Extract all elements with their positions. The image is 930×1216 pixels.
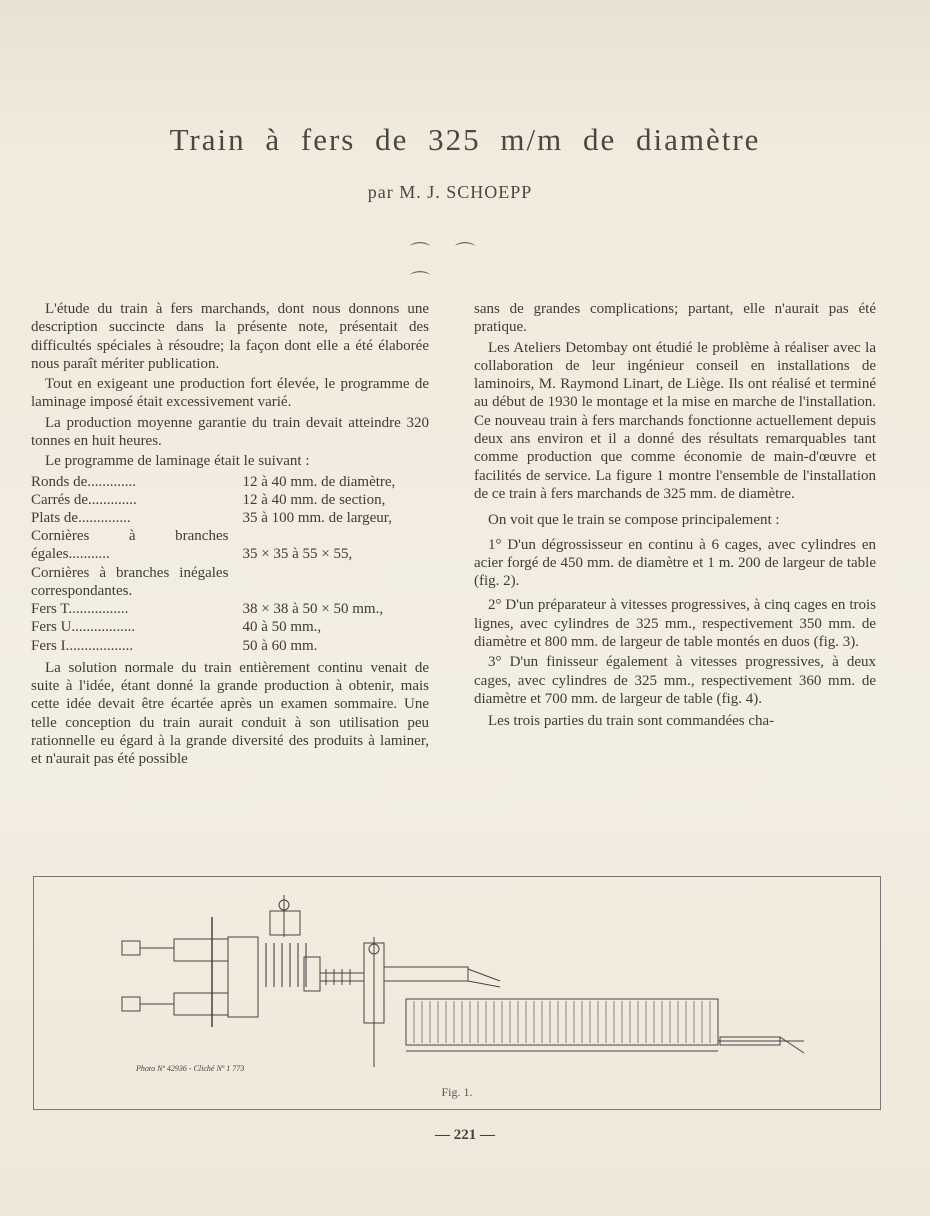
table-row: [31, 618, 429, 636]
spec-value: 40 à 50 mm.,: [242, 619, 322, 636]
spec-label: Cornières à branches égales...........: [31, 528, 229, 563]
paragraph: On voit que le train se compose principalement :: [488, 512, 780, 529]
paragraph: 1° D'un dégrossisseur en continu à 6 cages, avec cylindres en acier forgé de 450 mm. de diamètre et 1 m. 200 de largeur de table (fig. 2).: [474, 536, 876, 590]
table-row: [31, 600, 429, 618]
spec-value: 35 × 35 à 55 × 55,: [242, 546, 353, 563]
roughing-stand: [174, 993, 228, 1015]
spec-value: 50 à 60 mm.: [242, 637, 318, 654]
paragraph: Le programme de laminage était le suivant :: [45, 453, 310, 470]
paragraph: L'étude du train à fers marchands, dont nous donnons une description succincte dans la présente note, présentait des difficultés spéciales à résoudre; la façon dont elle a été élaborée nous paraît mériter publication.: [31, 301, 429, 372]
roughing-stand: [174, 939, 228, 961]
rolling-program-table: [31, 473, 429, 655]
motor-shape: [122, 997, 140, 1011]
paragraph: sans de grandes complications; partant, elle n'aurait pas été pratique.: [474, 301, 876, 336]
spec-value: 12 à 40 mm. de section,: [242, 491, 386, 508]
page-number: — 221 —: [435, 1127, 495, 1143]
spec-label: Plats de..............: [31, 510, 131, 527]
paragraph: La solution normale du train entièrement continu venait de suite à l'idée, étant donné la grande production à obtenir, mais cette idée devait être écartée après un examen sommaire. Une telle conception du train aurait conduit à son utilisation peu rationnelle eu égard à la grande diversité des produits à laminer, et n'aurait pas été possible: [31, 659, 429, 768]
table-row: [31, 509, 429, 527]
figure-caption: Fig. 1.: [441, 1085, 473, 1099]
paragraph: La production moyenne garantie du train devait atteindre 320 tonnes en huit heures.: [31, 414, 429, 450]
rolling-mill-plan-drawing: [34, 877, 880, 1109]
table-row: [31, 473, 429, 491]
spec-label: Fers I..................: [31, 637, 134, 654]
spec-value: [242, 564, 429, 600]
table-row: [31, 527, 429, 563]
paragraph: Les Ateliers Detombay ont étudié le problème à réaliser avec la collaboration de leur ingénieur conseil en installations de laminoirs, M. Raymond Linart, de Liège. Ils ont réalisé et terminé au début de 1930 le montage et la mise en marche de l'installation. Ce nouveau train à fers marchands fonctionne actuellement depuis deux ans environ et il a donné des résultats remarquables tant comme production que comme économie de main-d'œuvre et facilités de service. La figure 1 montre l'ensemble de l'installation de ce train à fers marchands de 325 mm. de diamètre.: [474, 339, 876, 502]
paragraph: 2° D'un préparateur à vitesses progressives, à cinq cages en trois lignes, avec cylindres de 325 mm., respectivement 350 mm. de diamètre et 800 mm. de largeur de table montés en duos (fig. 3).: [474, 597, 876, 651]
right-column: [474, 300, 876, 733]
motor-shape: [122, 941, 140, 955]
left-column: [31, 300, 429, 770]
ornament: ⌒ ⌒ ⌒: [410, 242, 485, 293]
table-row: [31, 491, 429, 509]
paragraph: 3° D'un finisseur également à vitesses progressives, à deux cages, avec cylindres de 325 mm., respectivement 360 mm. de diamètre et 700 mm. de largeur de table (fig. 4).: [474, 654, 876, 707]
figure-1: [33, 876, 881, 1110]
table-row: [31, 637, 429, 655]
article-byline: par M. J. SCHOEPP: [367, 182, 533, 202]
table-row: [31, 564, 429, 600]
spec-value: 35 à 100 mm. de largeur,: [242, 510, 392, 527]
spec-value: 12 à 40 mm. de diamètre,: [242, 473, 396, 490]
spec-label: Fers T................: [31, 601, 129, 618]
spec-value: 38 × 38 à 50 × 50 mm.,: [242, 601, 384, 618]
cooling-bed: [406, 999, 718, 1045]
spec-label: Ronds de.............: [31, 473, 136, 490]
paragraph: Tout en exigeant une production fort élevée, le programme de laminage imposé était excessivement varié.: [31, 376, 429, 411]
spec-label: Cornières à branches inégales correspondantes.: [31, 564, 229, 599]
paragraph: Les trois parties du train sont commandées cha-: [488, 713, 775, 730]
preparer-drive: [270, 911, 300, 935]
spec-label: Fers U.................: [31, 619, 136, 636]
article-title: Train à fers de 325 m/m de diamètre: [169, 122, 761, 157]
spec-label: Carrés de.............: [31, 491, 137, 508]
photo-reference-note: Photo Nº 42936 - Cliché Nº 1 773: [136, 1064, 245, 1073]
